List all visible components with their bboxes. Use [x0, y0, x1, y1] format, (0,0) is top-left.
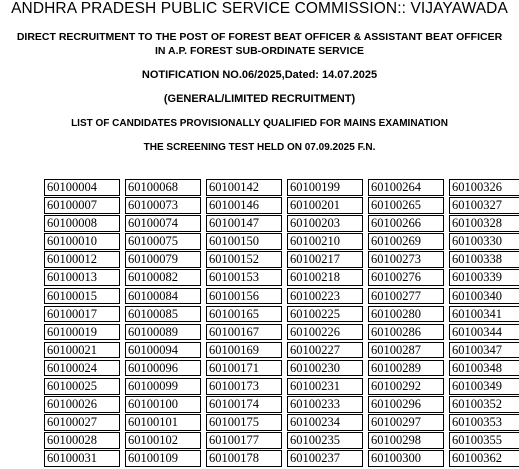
candidate-number-cell: 60100348: [449, 360, 519, 377]
candidate-column: [449, 179, 519, 469]
candidate-number-cell: 60100173: [206, 378, 282, 395]
candidate-number-cell: 60100223: [287, 288, 363, 305]
candidate-number-cell: 60100031: [44, 450, 120, 467]
candidate-number-cell: 60100100: [125, 396, 201, 413]
candidate-number-cell: 60100025: [44, 378, 120, 395]
candidate-number-cell: 60100234: [287, 414, 363, 431]
candidate-number-grid: [44, 179, 519, 469]
candidate-number-cell: 60100344: [449, 324, 519, 341]
candidate-number-cell: 60100327: [449, 197, 519, 214]
candidate-number-cell: 60100217: [287, 251, 363, 268]
candidate-number-cell: 60100226: [287, 324, 363, 341]
candidate-number-cell: 60100328: [449, 215, 519, 232]
candidate-number-cell: 60100019: [44, 324, 120, 341]
candidate-number-cell: 60100269: [368, 233, 444, 250]
candidate-number-cell: 60100142: [206, 179, 282, 196]
candidate-number-cell: 60100075: [125, 233, 201, 250]
candidate-number-cell: 60100073: [125, 197, 201, 214]
candidate-number-cell: 60100178: [206, 450, 282, 467]
candidate-number-cell: 60100147: [206, 215, 282, 232]
candidate-number-cell: 60100276: [368, 269, 444, 286]
recruitment-heading-line2: IN A.P. FOREST SUB-ORDINATE SERVICE: [154, 45, 365, 57]
candidate-number-cell: 60100287: [368, 342, 444, 359]
candidate-number-cell: 60100298: [368, 432, 444, 449]
candidate-number-cell: 60100341: [449, 306, 519, 323]
candidate-number-cell: 60100349: [449, 378, 519, 395]
candidate-number-cell: 60100289: [368, 360, 444, 377]
candidate-number-cell: 60100340: [449, 288, 519, 305]
candidate-number-cell: 60100024: [44, 360, 120, 377]
candidate-number-cell: 60100101: [125, 414, 201, 431]
candidate-number-cell: 60100201: [287, 197, 363, 214]
screening-test-info: THE SCREENING TEST HELD ON 07.09.2025 F.N.: [143, 142, 376, 153]
candidate-number-cell: 60100013: [44, 269, 120, 286]
candidate-number-cell: 60100338: [449, 251, 519, 268]
candidate-number-cell: 60100264: [368, 179, 444, 196]
candidate-column: [44, 179, 125, 469]
candidate-number-cell: 60100012: [44, 251, 120, 268]
candidate-number-cell: 60100280: [368, 306, 444, 323]
candidate-column: [206, 179, 287, 469]
candidate-column: [368, 179, 449, 469]
candidate-number-cell: 60100096: [125, 360, 201, 377]
candidate-number-cell: 60100146: [206, 197, 282, 214]
recruitment-type: (GENERAL/LIMITED RECRUITMENT): [163, 93, 356, 105]
candidate-number-cell: 60100156: [206, 288, 282, 305]
candidate-number-cell: 60100094: [125, 342, 201, 359]
candidate-number-cell: 60100230: [287, 360, 363, 377]
candidate-number-cell: 60100362: [449, 450, 519, 467]
candidate-number-cell: 60100355: [449, 432, 519, 449]
candidate-number-cell: 60100286: [368, 324, 444, 341]
candidate-number-cell: 60100231: [287, 378, 363, 395]
candidate-number-cell: 60100175: [206, 414, 282, 431]
candidate-number-cell: 60100102: [125, 432, 201, 449]
candidate-number-cell: 60100074: [125, 215, 201, 232]
candidate-number-cell: 60100330: [449, 233, 519, 250]
candidate-number-cell: 60100152: [206, 251, 282, 268]
candidate-number-cell: 60100353: [449, 414, 519, 431]
candidate-number-cell: 60100169: [206, 342, 282, 359]
candidate-number-cell: 60100021: [44, 342, 120, 359]
candidate-number-cell: 60100177: [206, 432, 282, 449]
candidate-number-cell: 60100352: [449, 396, 519, 413]
candidate-number-cell: 60100028: [44, 432, 120, 449]
candidate-number-cell: 60100199: [287, 179, 363, 196]
candidate-column: [125, 179, 206, 469]
candidate-number-cell: 60100233: [287, 396, 363, 413]
candidate-number-cell: 60100326: [449, 179, 519, 196]
candidate-number-cell: 60100007: [44, 197, 120, 214]
candidate-number-cell: 60100210: [287, 233, 363, 250]
candidate-number-cell: 60100167: [206, 324, 282, 341]
candidate-number-cell: 60100085: [125, 306, 201, 323]
candidate-number-cell: 60100026: [44, 396, 120, 413]
candidate-number-cell: 60100084: [125, 288, 201, 305]
candidate-number-cell: 60100010: [44, 233, 120, 250]
candidate-number-cell: 60100265: [368, 197, 444, 214]
list-title: LIST OF CANDIDATES PROVISIONALLY QUALIFIED FOR MAINS EXAMINATION: [71, 118, 448, 129]
candidate-number-cell: 60100300: [368, 450, 444, 467]
candidate-number-cell: 60100089: [125, 324, 201, 341]
candidate-number-cell: 60100079: [125, 251, 201, 268]
candidate-number-cell: 60100339: [449, 269, 519, 286]
candidate-number-cell: 60100068: [125, 179, 201, 196]
candidate-number-cell: 60100296: [368, 396, 444, 413]
candidate-number-cell: 60100277: [368, 288, 444, 305]
candidate-column: [287, 179, 368, 469]
candidate-number-cell: 60100171: [206, 360, 282, 377]
page-title: ANDHRA PRADESH PUBLIC SERVICE COMMISSION:: VIJAYAWADA: [11, 0, 508, 17]
candidate-number-cell: 60100203: [287, 215, 363, 232]
notification-number: NOTIFICATION NO.06/2025,Dated: 14.07.2025: [141, 69, 378, 81]
recruitment-heading-line1: DIRECT RECRUITMENT TO THE POST OF FOREST BEAT OFFICER & ASSISTANT BEAT OFFICER: [16, 31, 503, 43]
candidate-number-cell: 60100082: [125, 269, 201, 286]
candidate-number-cell: 60100015: [44, 288, 120, 305]
candidate-number-cell: 60100292: [368, 378, 444, 395]
candidate-number-cell: 60100347: [449, 342, 519, 359]
candidate-number-cell: 60100099: [125, 378, 201, 395]
candidate-number-cell: 60100174: [206, 396, 282, 413]
candidate-number-cell: 60100165: [206, 306, 282, 323]
candidate-number-cell: 60100273: [368, 251, 444, 268]
candidate-number-cell: 60100004: [44, 179, 120, 196]
candidate-number-cell: 60100109: [125, 450, 201, 467]
candidate-number-cell: 60100235: [287, 432, 363, 449]
candidate-number-cell: 60100237: [287, 450, 363, 467]
candidate-number-cell: 60100227: [287, 342, 363, 359]
candidate-number-cell: 60100153: [206, 269, 282, 286]
candidate-number-cell: 60100017: [44, 306, 120, 323]
candidate-number-cell: 60100027: [44, 414, 120, 431]
candidate-number-cell: 60100008: [44, 215, 120, 232]
candidate-number-cell: 60100297: [368, 414, 444, 431]
candidate-number-cell: 60100266: [368, 215, 444, 232]
candidate-number-cell: 60100150: [206, 233, 282, 250]
candidate-number-cell: 60100218: [287, 269, 363, 286]
candidate-number-cell: 60100225: [287, 306, 363, 323]
